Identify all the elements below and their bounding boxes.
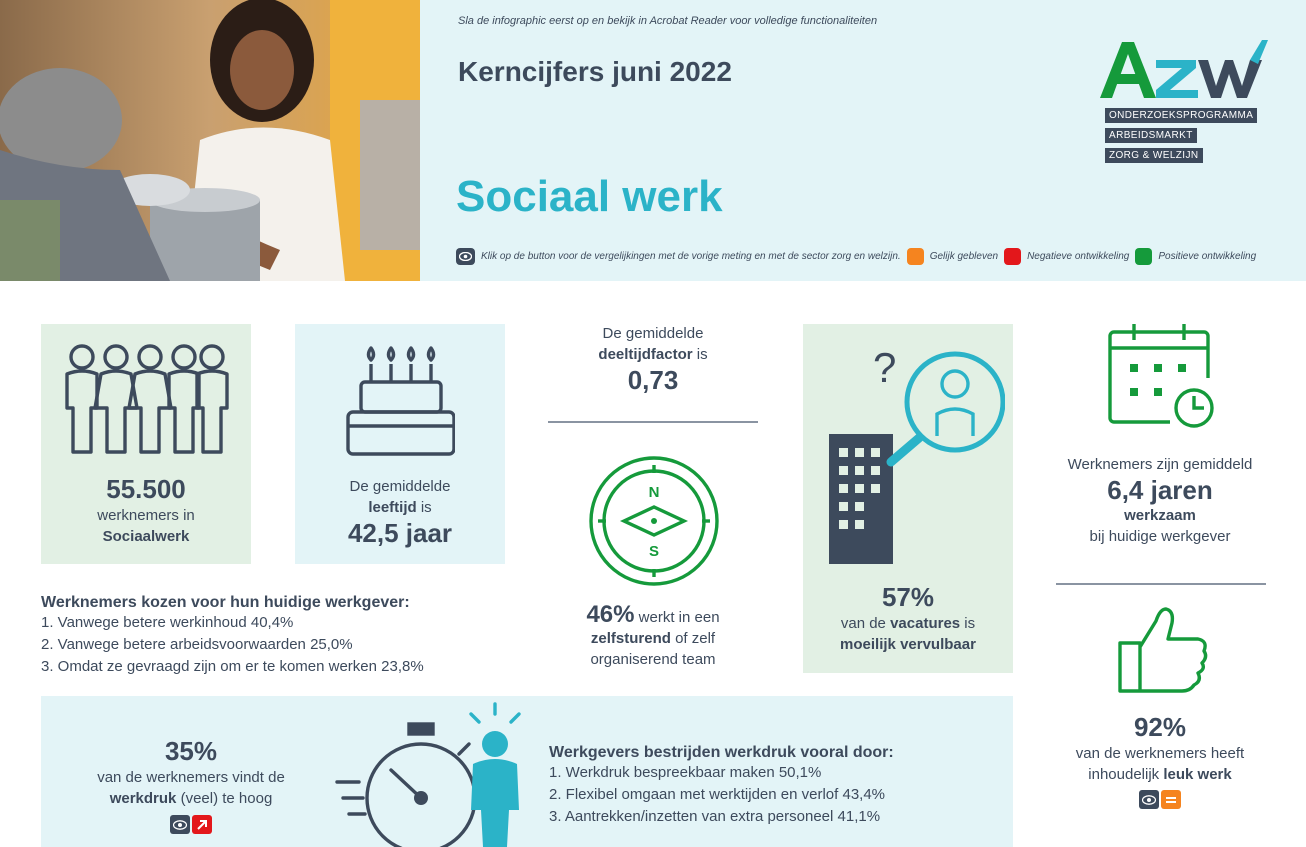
- parttime-line1: De gemiddelde: [602, 325, 704, 342]
- legend-label-negative: Negatieve ontwikkeling: [1027, 251, 1130, 262]
- eye-icon: [1139, 790, 1159, 809]
- birthday-cake-icon: [345, 346, 455, 456]
- age-line1: De gemiddelde: [349, 478, 451, 495]
- choice-item: 2. Vanwege betere arbeidsvoorwaarden 25,0%: [41, 636, 353, 653]
- parttime-block: [548, 323, 758, 396]
- legend-label-same: Gelijk gebleven: [929, 251, 999, 262]
- employers-item: 2. Flexibel omgaan met werktijden en verlof 43,4%: [549, 786, 886, 803]
- parttime-bold: deeltijdfactor: [598, 346, 693, 363]
- workload-bold: werkdruk: [109, 790, 177, 807]
- parttime-is: is: [692, 346, 708, 363]
- fun-block: [1050, 712, 1270, 810]
- logo-tag-2: ARBEIDSMARKT: [1105, 128, 1197, 143]
- fun-value: 92%: [1133, 712, 1187, 742]
- tenure-value: 6,4 jaren: [1107, 475, 1213, 505]
- tenure-line4: bij huidige werkgever: [1089, 528, 1231, 545]
- selfsteering-line3: organiserend team: [590, 651, 716, 668]
- choice-item: 1. Vanwege betere werkinhoud 40,4%: [41, 614, 294, 631]
- vacancies-card: [803, 324, 1013, 673]
- employers-title: Werkgevers bestrijden werkdruk vooral door:: [549, 744, 894, 761]
- azw-logo: [1098, 38, 1268, 100]
- fun-pre: inhoudelijk: [1088, 766, 1164, 783]
- stopwatch-person-icon: [335, 702, 545, 847]
- workload-line1: van de werknemers vindt de: [97, 769, 285, 786]
- employers-block: [549, 744, 989, 828]
- fun-compare-button[interactable]: [1139, 790, 1181, 809]
- divider: [1056, 583, 1266, 585]
- fun-bold: leuk werk: [1163, 766, 1232, 783]
- page-subtitle: Sociaal werk: [456, 172, 723, 221]
- legend-instruction: Klik op de button voor de vergelijkingen met de vorige meting en met de sector zorg en welzijn.: [481, 251, 901, 262]
- legend-label-positive: Positieve ontwikkeling: [1158, 251, 1257, 262]
- vacancy-search-icon: [825, 338, 1005, 568]
- header-photo: [0, 0, 420, 281]
- choice-item: 3. Omdat ze gevraagd zijn om er te komen werken 23,8%: [41, 658, 424, 675]
- page-title: Kerncijfers juni 2022: [458, 56, 732, 87]
- workers-card: [41, 324, 251, 564]
- workload-band: [41, 696, 1013, 847]
- age-value: 42,5 jaar: [347, 518, 453, 548]
- vacancies-line3: moeilijk vervulbaar: [840, 636, 976, 653]
- age-bold: leeftijd: [368, 499, 417, 516]
- vacancies-value: 57%: [881, 582, 935, 612]
- compass-icon: [588, 455, 720, 587]
- legend: [456, 248, 1256, 265]
- vacancies-pre: van de: [840, 615, 891, 632]
- selfsteering-rest2: of zelf: [670, 630, 716, 647]
- vacancies-bold: vacatures: [890, 615, 961, 632]
- tenure-line1: Werknemers zijn gemiddeld: [1067, 456, 1253, 473]
- legend-swatch-orange: [907, 248, 924, 265]
- choice-title: Werknemers kozen voor hun huidige werkgever:: [41, 594, 410, 611]
- divider: [548, 421, 758, 423]
- thumbs-up-icon: [1114, 605, 1210, 695]
- vacancies-is: is: [960, 615, 976, 632]
- tenure-bold: werkzaam: [1124, 507, 1196, 524]
- eye-icon[interactable]: [456, 248, 475, 265]
- selfsteering-value: 46%: [586, 601, 635, 628]
- compass-s: S: [648, 543, 660, 560]
- selfsteering-block: [548, 601, 758, 670]
- employers-item: 3. Aantrekken/inzetten van extra personeel 41,1%: [549, 808, 881, 825]
- workload-value: 35%: [164, 736, 218, 766]
- choice-block: [41, 594, 521, 678]
- question-mark: ?: [873, 344, 897, 391]
- age-card: [295, 324, 505, 564]
- hint-text: Sla de infographic eerst op en bekijk in Acrobat Reader voor volledige functionaliteiten: [458, 15, 878, 27]
- selfsteering-rest1: werkt in een: [634, 609, 720, 626]
- legend-swatch-green: [1135, 248, 1152, 265]
- workers-line1: werknemers in: [97, 507, 195, 524]
- selfsteering-bold: zelfsturend: [590, 630, 671, 647]
- logo-tag-1: ONDERZOEKSPROGRAMMA: [1105, 108, 1257, 123]
- workload-compare-button[interactable]: [170, 815, 212, 834]
- employers-item: 1. Werkdruk bespreekbaar maken 50,1%: [549, 764, 822, 781]
- parttime-value: 0,73: [627, 365, 679, 395]
- legend-swatch-red: [1004, 248, 1021, 265]
- arrow-up-right-icon: [192, 815, 212, 834]
- workers-line2: Sociaalwerk: [102, 528, 190, 545]
- workload-block: [81, 736, 301, 835]
- eye-icon: [170, 815, 190, 834]
- people-icon: [55, 344, 237, 456]
- fun-line1: van de werknemers heeft: [1075, 745, 1245, 762]
- equal-icon: [1161, 790, 1181, 809]
- calendar-clock-icon: [1108, 322, 1218, 432]
- workload-rest: (veel) te hoog: [176, 790, 273, 807]
- tenure-block: [1050, 454, 1270, 547]
- age-is: is: [416, 499, 432, 516]
- workers-value: 55.500: [106, 474, 186, 504]
- logo-tag-3: ZORG & WELZIJN: [1105, 148, 1203, 163]
- compass-n: N: [648, 484, 660, 501]
